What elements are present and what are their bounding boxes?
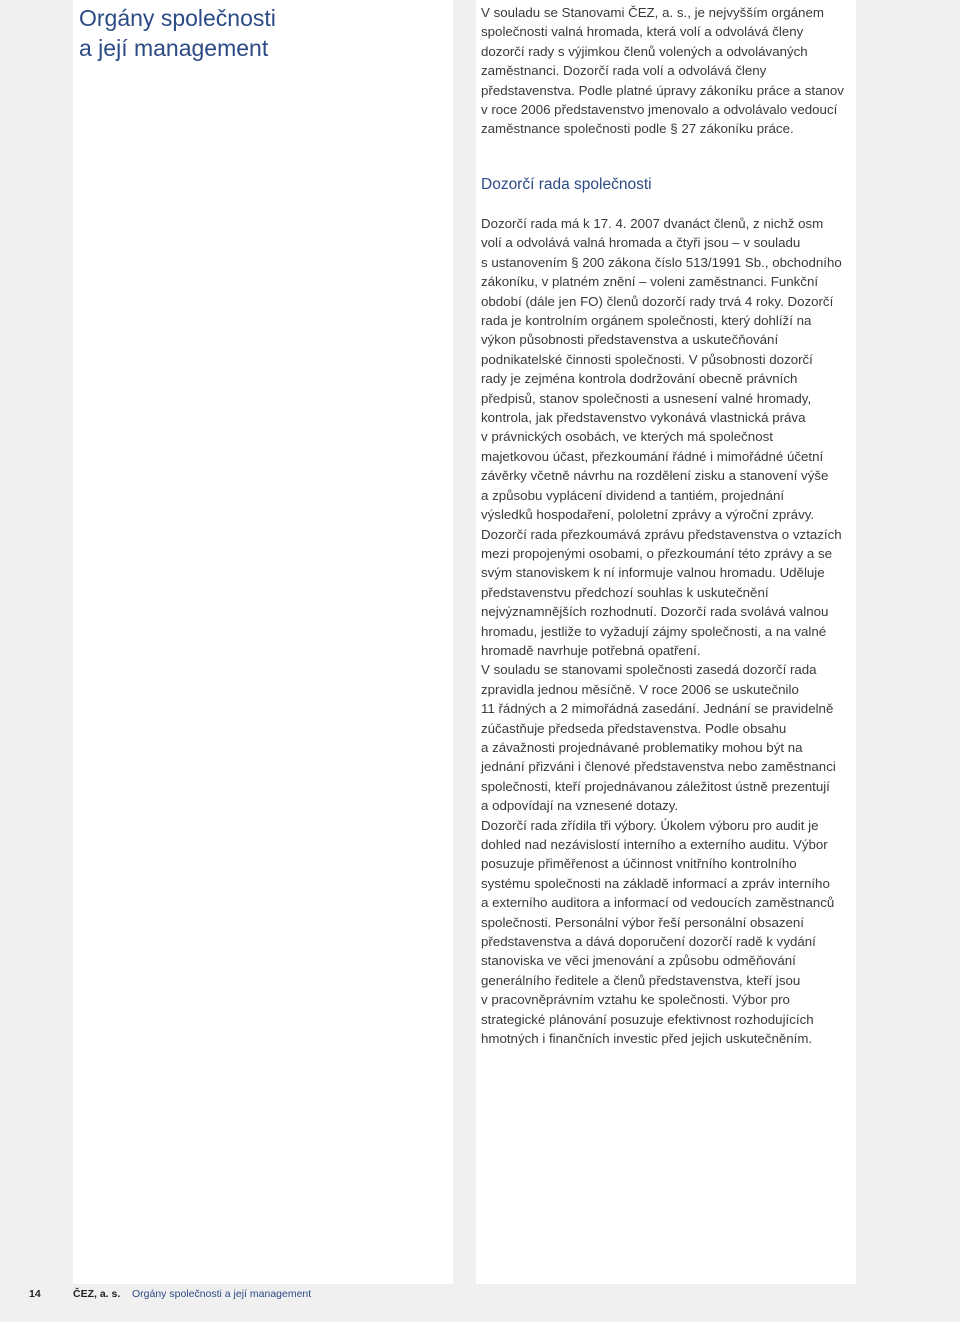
- text-line: představenstva a dává doporučení dozorčí radě k vydání: [481, 934, 816, 950]
- text-line: Dozorčí rada přezkoumává zprávu představenstva o vztazích: [481, 526, 842, 542]
- section-title-line: Orgány společnosti: [79, 5, 276, 31]
- footer-company: ČEZ, a. s.: [73, 1288, 121, 1300]
- text-line: předpisů, stanov společnosti a usnesení valné hromady,: [481, 390, 812, 406]
- text-line: systému společnosti na základě informací a zpráv interního: [481, 875, 830, 891]
- text-line: a odpovídají na vznesené dotazy.: [481, 798, 679, 814]
- text-line: zúčastňuje předseda představenstva. Podle obsahu: [481, 720, 787, 736]
- text-line: společnosti valná hromada, která volí a odvolává členy: [481, 24, 804, 40]
- text-line: období (dále jen FO) členů dozorčí rady trvá 4 roky. Dozorčí: [481, 293, 834, 309]
- text-line: dohled nad nezávislostí interního a externího auditu. Výbor: [481, 837, 828, 852]
- text-line: zaměstnance společnosti podle § 27 zákoníku práce.: [481, 121, 794, 137]
- text-line: v právnických osobách, ve kterých má společnost: [481, 429, 773, 445]
- text-line: Dozorčí rada zřídila tři výbory. Úkolem výboru pro audit je: [481, 817, 819, 833]
- text-line: volí a odvolává valná hromada a čtyři jsou – v souladu: [481, 235, 801, 251]
- text-line: zpravidla jednou měsíčně. V roce 2006 se uskutečnilo: [481, 681, 799, 697]
- text-line: podnikatelské činnosti společnosti. V působnosti dozorčí: [481, 351, 813, 367]
- text-line: generálního ředitele a členů představenstva, kteří jsou: [481, 972, 801, 988]
- text-line: V souladu se stanovami společnosti zasedá dozorčí rada: [481, 662, 817, 678]
- text-line: v roce 2006 představenstvo jmenovalo a odvolávalo vedoucí: [481, 102, 838, 118]
- subheading-supervisory-board: Dozorčí rada společnosti: [481, 176, 652, 193]
- text-line: 11 řádných a 2 mimořádná zasedání. Jednání se pravidelně: [481, 701, 834, 717]
- intro-paragraph: [481, 3, 853, 139]
- text-line: posuzuje přiměřenost a účinnost vnitřního kontrolního: [481, 856, 797, 872]
- text-line: zaměstnanci. Dozorčí rada volí a odvolává členy: [481, 63, 767, 79]
- left-column: [73, 0, 453, 1284]
- text-line: strategické plánování posuzuje efektivnost rozhodujících: [481, 1011, 814, 1027]
- text-line: rady je zejména kontrola dodržování obecně právních: [481, 371, 798, 387]
- text-line: společnosti, kteří projednávanou záležitost ústně prezentují: [481, 778, 830, 794]
- text-line: svým stanoviskem k ní informuje valnou hromadu. Uděluje: [481, 565, 825, 581]
- supervisory-board-paragraph: [481, 214, 853, 1048]
- text-line: představenstva. Podle platné úpravy zákoníku práce a stanov: [481, 82, 844, 98]
- text-line: majetkovou účast, přezkoumání řádné i mimořádné účetní: [481, 448, 824, 464]
- text-line: s ustanovením § 200 zákona číslo 513/1991 Sb., obchodního: [481, 254, 842, 270]
- text-line: v pracovněprávním vztahu ke společnosti. Výbor pro: [481, 992, 790, 1008]
- text-line: závěrky včetně návrhu na rozdělení zisku a stanovení výše: [481, 468, 829, 484]
- text-line: výsledků hospodaření, pololetní zprávy a výroční zprávy.: [481, 507, 815, 523]
- text-line: zákoníku, v platném znění – voleni zaměstnanci. Funkční: [481, 274, 819, 290]
- text-line: výkon působnosti představenstva a uskutečňování: [481, 332, 779, 348]
- footer-section: Orgány společnosti a její management: [132, 1288, 312, 1300]
- text-line: a závažnosti projednávané problematiky mohou být na: [481, 739, 803, 755]
- text-line: nejvýznamnějších rozhodnutí. Dozorčí rada svolává valnou: [481, 604, 829, 620]
- text-line: a externího auditora a informací od vedoucích zaměstnanců: [481, 895, 835, 911]
- text-line: stanoviska ve věci jmenování a způsobu odměňování: [481, 953, 796, 969]
- text-line: jednání přizváni i členové představenstva nebo zaměstnanci: [481, 759, 836, 775]
- text-line: kontrola, jak představenstvo vykonává vlastnická práva: [481, 410, 806, 426]
- text-line: představenstvu předchozí souhlas k uskutečnění: [481, 584, 769, 600]
- section-title-line: a její management: [79, 35, 269, 61]
- text-line: společnosti. Personální výbor řeší personální obsazení: [481, 914, 805, 930]
- text-line: mezi propojenými osobami, o přezkoumání této zprávy a se: [481, 545, 833, 561]
- text-line: V souladu se Stanovami ČEZ, a. s., je nejvyšším orgánem: [481, 5, 824, 20]
- text-line: dozorčí rady s výjimkou členů volených a odvolávaných: [481, 43, 808, 59]
- text-line: a způsobu vyplácení dividend a tantiém, projednání: [481, 487, 785, 503]
- right-column: [476, 0, 856, 1284]
- section-title: [79, 3, 276, 63]
- text-line: hromadu, jestliže to vyžadují zájmy společnosti, a na valné: [481, 623, 827, 639]
- page-number: 14: [29, 1288, 41, 1300]
- text-line: rada je kontrolním orgánem společnosti, který dohlíží na: [481, 313, 812, 329]
- page-footer: [0, 1287, 960, 1301]
- text-line: hromadě navrhuje potřebná opatření.: [481, 642, 701, 658]
- text-line: hmotných i finančních investic před jejich uskutečněním.: [481, 1031, 813, 1047]
- text-line: Dozorčí rada má k 17. 4. 2007 dvanáct členů, z nichž osm: [481, 216, 824, 231]
